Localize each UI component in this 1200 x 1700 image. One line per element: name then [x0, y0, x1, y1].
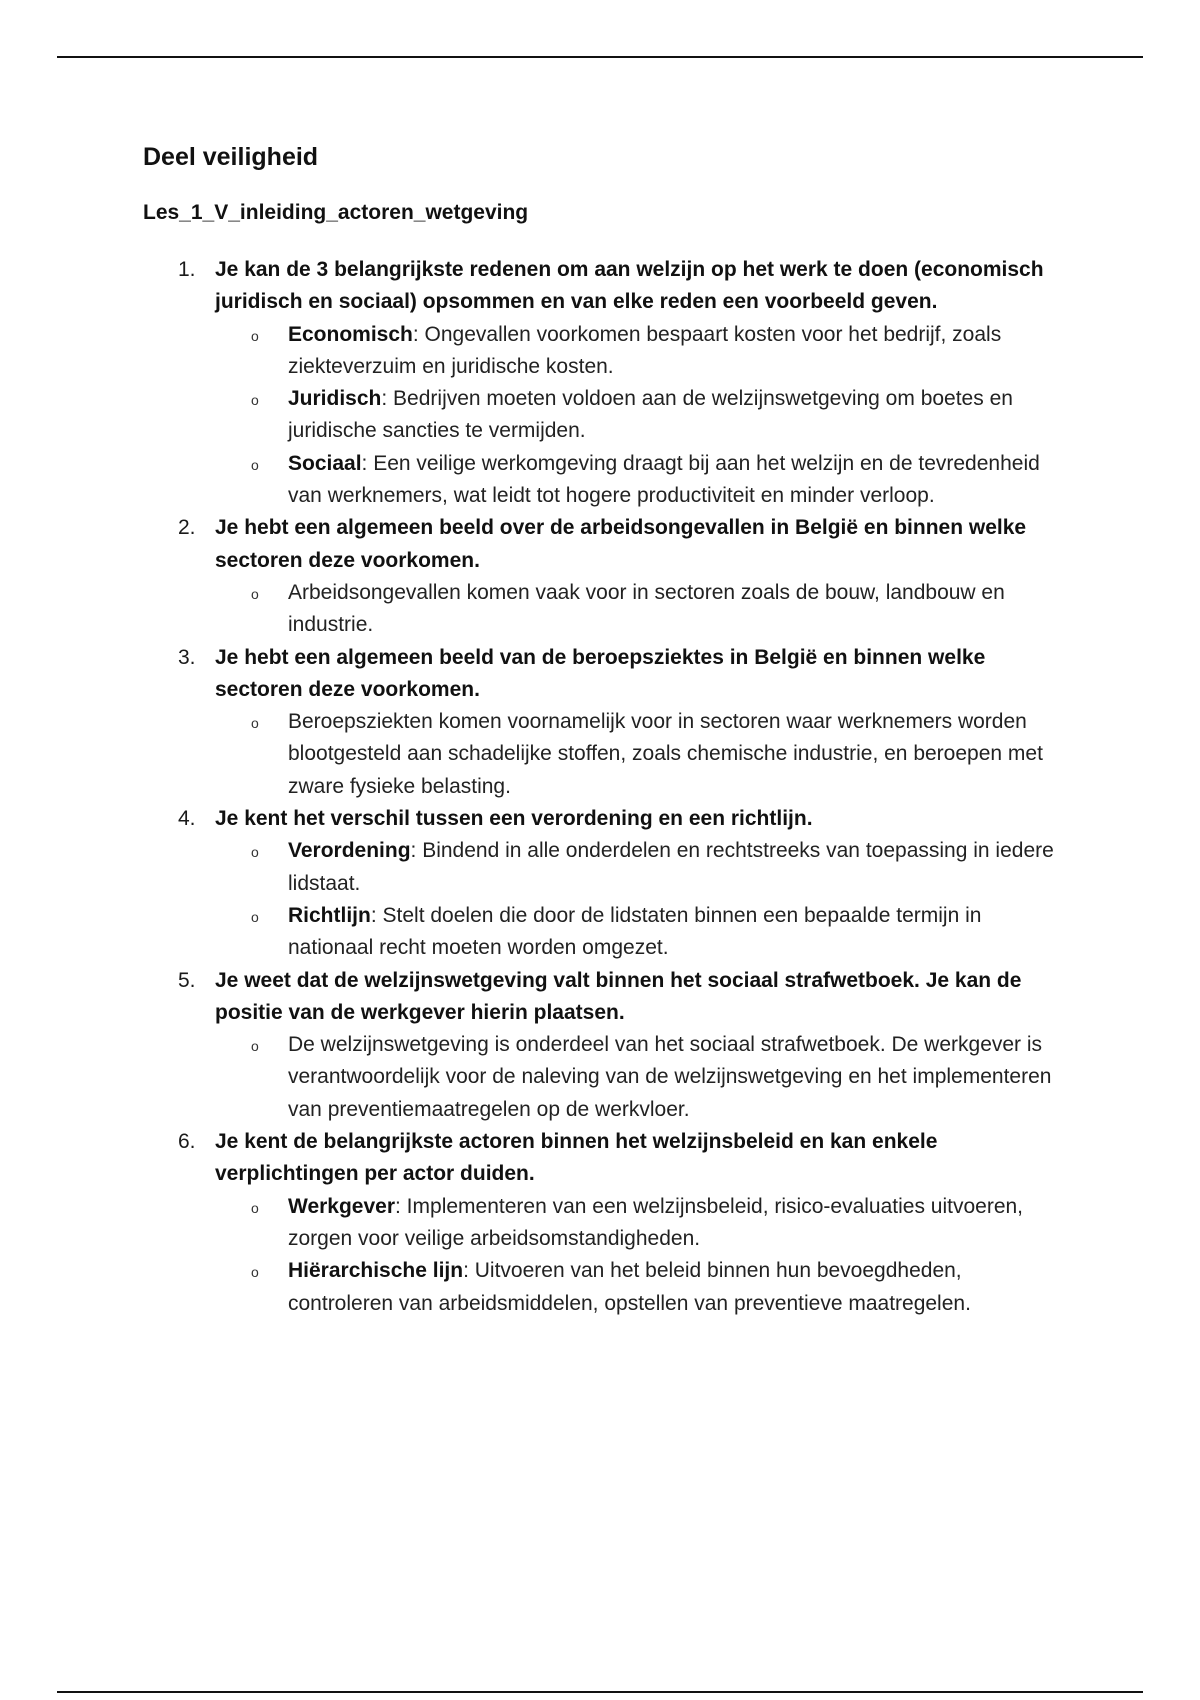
question-number: 6.	[178, 1130, 196, 1154]
footer-rule	[57, 1691, 1143, 1693]
question-text: Je kent het verschil tussen een verordening en een richtlijn.	[215, 807, 813, 831]
question-item	[143, 803, 1063, 964]
question-item	[143, 254, 1063, 512]
bullet-icon: o	[251, 1038, 259, 1055]
answer-text: : Bindend in alle onderdelen en rechtstreeks van toepassing in iedere lidstaat.	[288, 839, 1054, 895]
question-item	[143, 512, 1063, 641]
bullet-icon: o	[251, 585, 259, 602]
document-title: Deel veiligheid	[143, 143, 319, 171]
lesson-title: Les_1_V_inleiding_actoren_wetgeving	[143, 201, 529, 224]
answer-text: : Uitvoeren van het beleid binnen hun bevoegdheden, controleren van arbeidsmiddelen, opstellen van preventieve maatregelen.	[288, 1259, 971, 1315]
answer-text: : Ongevallen voorkomen bespaart kosten voor het bedrijf, zoals ziekteverzuim en juridische kosten.	[288, 322, 1002, 378]
question-list	[143, 254, 1063, 1320]
answer-term: Richtlijn	[288, 903, 371, 927]
question-number: 3.	[178, 645, 196, 669]
answer-text: : Stelt doelen die door de lidstaten binnen een bepaalde termijn in nationaal recht moeten worden omgezet.	[288, 903, 982, 960]
answer-text: : Bedrijven moeten voldoen aan de welzijnswetgeving om boetes en juridische sancties te vermijden.	[288, 387, 1013, 443]
bullet-icon: o	[251, 844, 259, 861]
answer-item	[215, 1255, 1063, 1320]
answer-item	[215, 835, 1063, 900]
header-rule	[57, 56, 1143, 58]
question-text: Je kan de 3 belangrijkste redenen om aan welzijn op het werk te doen (economisch juridisch en sociaal) opsommen en van elke reden een voorbeeld geven.	[215, 258, 1044, 314]
question-text: Je hebt een algemeen beeld van de beroepsziektes in België en binnen welke sectoren deze voorkomen.	[215, 645, 986, 701]
answer-item	[215, 1029, 1063, 1126]
bullet-icon: o	[251, 1264, 259, 1281]
answer-item	[215, 706, 1063, 803]
answer-text: De welzijnswetgeving is onderdeel van het sociaal strafwetboek. De werkgever is verantwoordelijk voor de naleving van de welzijnswetgeving en het implementeren van preventiemaatregelen op de werkvloer.	[288, 1033, 1052, 1121]
question-text: Je weet dat de welzijnswetgeving valt binnen het sociaal strafwetboek. Je kan de positie van de werkgever hierin plaatsen.	[215, 968, 1022, 1024]
answer-term: Verordening	[288, 839, 411, 863]
answer-list	[215, 706, 1063, 803]
answer-item	[215, 383, 1063, 448]
question-item	[143, 1126, 1063, 1320]
answer-text: Beroepsziekten komen voornamelijk voor in sectoren waar werknemers worden blootgesteld aan schadelijke stoffen, zoals chemische industrie, en beroepen met zware fysieke belasting.	[288, 710, 1043, 798]
answer-item	[215, 319, 1063, 384]
answer-text: : Een veilige werkomgeving draagt bij aan het welzijn en de tevredenheid van werknemers, wat leidt tot hogere productiviteit en minder verloop.	[288, 451, 1040, 508]
answer-text: : Implementeren van een welzijnsbeleid, risico-evaluaties uitvoeren, zorgen voor veilige arbeidsomstandigheden.	[288, 1194, 1024, 1250]
bullet-icon: o	[251, 456, 259, 473]
question-text: Je kent de belangrijkste actoren binnen het welzijnsbeleid en kan enkele verplichtingen per actor duiden.	[215, 1130, 938, 1186]
bullet-icon: o	[251, 392, 259, 409]
answer-term: Economisch	[288, 322, 413, 346]
bullet-icon: o	[251, 908, 259, 925]
question-number: 5.	[178, 968, 196, 992]
question-number: 2.	[178, 516, 196, 540]
answer-list	[215, 319, 1063, 513]
question-item	[143, 965, 1063, 1126]
question-item	[143, 642, 1063, 803]
bullet-icon: o	[251, 1199, 259, 1216]
answer-list	[215, 1029, 1063, 1126]
document-body	[143, 140, 1063, 1320]
answer-item	[215, 1191, 1063, 1256]
answer-text: Arbeidsongevallen komen vaak voor in sectoren zoals de bouw, landbouw en industrie.	[288, 580, 1005, 637]
answer-term: Werkgever	[288, 1194, 396, 1218]
bullet-icon: o	[251, 715, 259, 732]
question-number: 1.	[178, 258, 196, 281]
bullet-icon: o	[251, 327, 259, 344]
answer-item	[215, 577, 1063, 642]
answer-item	[215, 448, 1063, 513]
answer-list	[215, 835, 1063, 964]
answer-term: Juridisch	[288, 387, 382, 411]
answer-item	[215, 900, 1063, 965]
answer-list	[215, 1191, 1063, 1320]
answer-list	[215, 577, 1063, 642]
answer-term: Sociaal	[288, 451, 362, 475]
question-number: 4.	[178, 807, 196, 831]
answer-term: Hiërarchische lijn	[288, 1259, 464, 1283]
question-text: Je hebt een algemeen beeld over de arbeidsongevallen in België en binnen welke sectoren deze voorkomen.	[215, 516, 1027, 572]
